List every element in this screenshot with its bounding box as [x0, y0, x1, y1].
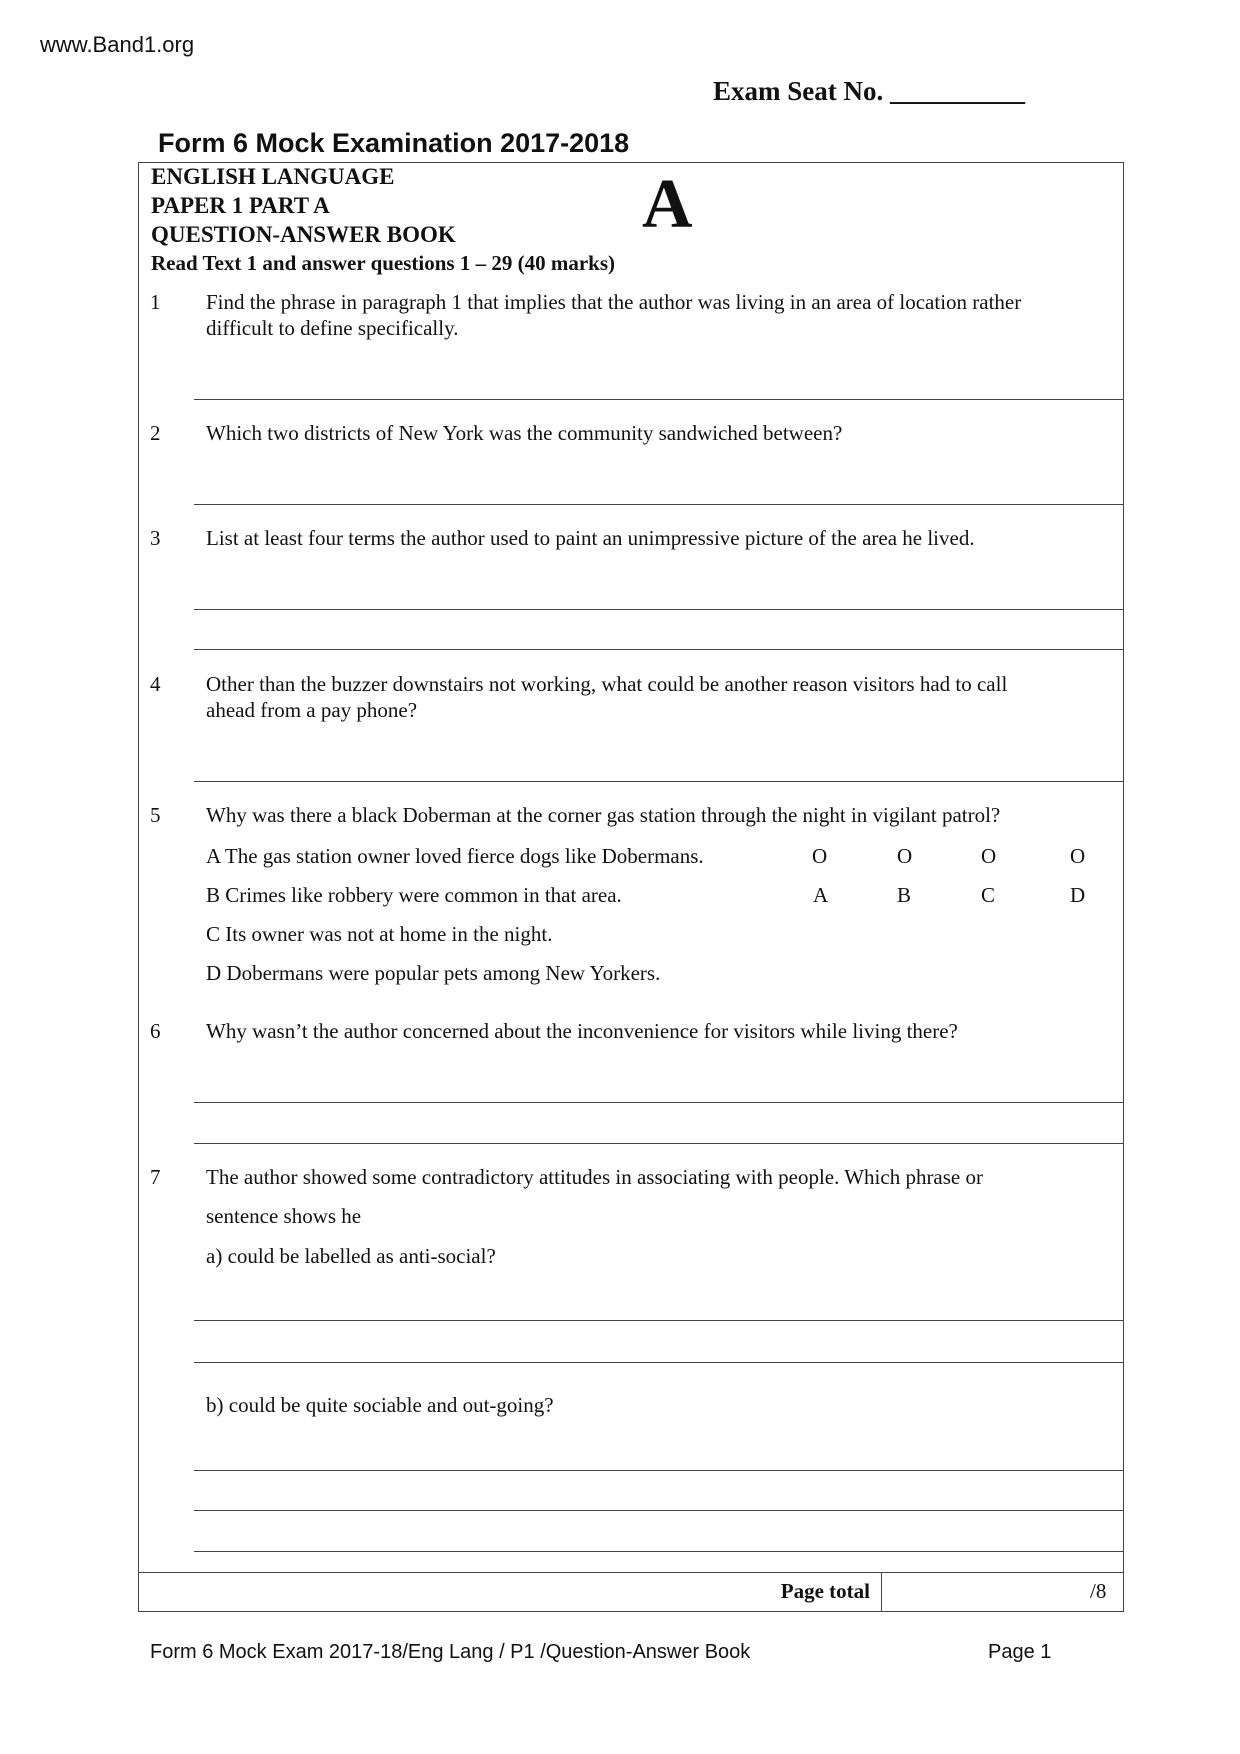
- page-total-max: /8: [1090, 1579, 1107, 1603]
- answer-line[interactable]: [194, 781, 1124, 782]
- page-number: Page 1: [988, 1641, 1052, 1663]
- question-text: Find the phrase in paragraph 1 that implies that the author was living in an area of location rather: [206, 290, 1022, 314]
- question-number: 1: [150, 290, 161, 314]
- instruction: Read Text 1 and answer questions 1 – 29 (40 marks): [151, 251, 615, 275]
- page-total-cell-divider: [881, 1572, 882, 1612]
- question-text: Other than the buzzer downstairs not working, what could be another reason visitors had to call: [206, 672, 1008, 696]
- answer-line[interactable]: [194, 1551, 1124, 1552]
- option-a: A The gas station owner loved fierce dogs like Dobermans.: [206, 844, 704, 868]
- page-total-label: Page total: [780, 1579, 870, 1603]
- answer-line[interactable]: [194, 1143, 1124, 1144]
- answer-line[interactable]: [194, 1510, 1124, 1511]
- answer-line[interactable]: [194, 1362, 1124, 1363]
- page-total-divider: [138, 1572, 1124, 1573]
- question-text: ahead from a pay phone?: [206, 698, 418, 722]
- bubble-label: D: [1070, 883, 1086, 907]
- question-text: List at least four terms the author used to paint an unimpressive picture of the area he lived.: [206, 526, 975, 550]
- question-number: 6: [150, 1019, 161, 1043]
- question-text: Why wasn’t the author concerned about the inconvenience for visitors while living there?: [206, 1019, 958, 1043]
- question-part-a: a) could be labelled as anti-social?: [206, 1244, 496, 1268]
- question-text: sentence shows he: [206, 1204, 362, 1228]
- bubble-label: A: [813, 883, 829, 907]
- option-c: C Its owner was not at home in the night.: [206, 922, 553, 946]
- answer-line[interactable]: [194, 1470, 1124, 1471]
- question-number: 4: [150, 672, 161, 696]
- bubble-label: C: [981, 883, 996, 907]
- watermark: www.Band1.org: [40, 32, 195, 57]
- subject: ENGLISH LANGUAGE: [151, 164, 395, 189]
- bubble-label: B: [897, 883, 912, 907]
- answer-line[interactable]: [194, 1102, 1124, 1103]
- option-d: D Dobermans were popular pets among New Yorkers.: [206, 961, 661, 985]
- question-text: difficult to define specifically.: [206, 316, 459, 340]
- answer-bubble-a[interactable]: O: [812, 844, 828, 868]
- version-letter: A: [642, 166, 693, 243]
- paper: PAPER 1 PART A: [151, 193, 330, 218]
- question-number: 5: [150, 803, 161, 827]
- footer-text: Form 6 Mock Exam 2017-18/Eng Lang / P1 /Question-Answer Book: [150, 1641, 751, 1663]
- answer-bubble-d[interactable]: O: [1070, 844, 1086, 868]
- exam-title: Form 6 Mock Examination 2017-2018: [158, 128, 630, 158]
- question-number: 7: [150, 1165, 161, 1189]
- book-type: QUESTION-ANSWER BOOK: [151, 222, 456, 247]
- answer-line[interactable]: [194, 1320, 1124, 1321]
- answer-line[interactable]: [194, 649, 1124, 650]
- answer-line[interactable]: [194, 399, 1124, 400]
- option-b: B Crimes like robbery were common in that area.: [206, 883, 622, 907]
- question-text: The author showed some contradictory attitudes in associating with people. Which phrase or: [206, 1165, 983, 1189]
- question-number: 2: [150, 421, 161, 445]
- answer-bubble-c[interactable]: O: [981, 844, 997, 868]
- question-text: Which two districts of New York was the community sandwiched between?: [206, 421, 843, 445]
- question-number: 3: [150, 526, 161, 550]
- answer-line[interactable]: [194, 504, 1124, 505]
- question-part-b: b) could be quite sociable and out-going?: [206, 1393, 554, 1417]
- answer-bubble-b[interactable]: O: [897, 844, 913, 868]
- answer-line[interactable]: [194, 609, 1124, 610]
- question-text: Why was there a black Doberman at the corner gas station through the night in vigilant patrol?: [206, 803, 1001, 827]
- exam-seat-label: Exam Seat No. __________: [713, 76, 1025, 106]
